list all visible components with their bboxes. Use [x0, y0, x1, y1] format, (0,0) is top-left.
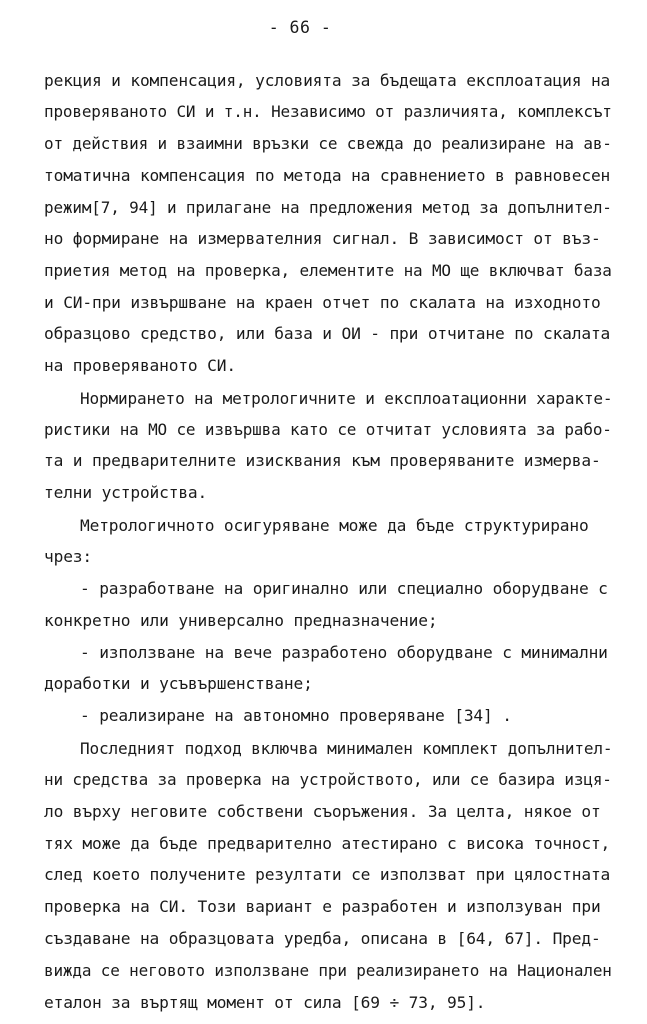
- text-line: от действия и взаимни връзки се свежда до реализиране на ав-: [44, 134, 612, 153]
- text-line: доработки и усъвършенстване;: [44, 674, 313, 693]
- text-line: ло върху неговите собствени съоръжения. За целта, някое от: [44, 802, 601, 821]
- text-line: но формиране на измервателния сигнал. В зависимост от въз-: [44, 229, 601, 248]
- text-line: проверка на СИ. Този вариант е разработен и използуван при: [44, 897, 601, 916]
- text-line: конкретно или универсално предназначение;: [44, 611, 438, 630]
- text-line: Нормирането на метрологичните и експлоатационни характе-: [80, 389, 613, 408]
- text-line: Метрологичното осигуряване може да бъде структурирано: [80, 516, 589, 535]
- text-line: режим[7, 94] и прилагане на предложения метод за допълнител-: [44, 198, 612, 217]
- text-line: приетия метод на проверка, елементите на МО ще включват база: [44, 261, 612, 280]
- text-line: Последният подход включва минимален комплект допълнител-: [80, 739, 613, 758]
- text-line: на проверяваното СИ.: [44, 356, 236, 375]
- list-item: - реализиране на автономно проверяване [34] .: [80, 706, 512, 725]
- text-line: проверяваното СИ и т.н. Независимо от различията, комплексът: [44, 102, 612, 121]
- text-line: вижда се неговото използване при реализирането на Национален: [44, 961, 612, 980]
- text-line: телни устройства.: [44, 483, 208, 502]
- text-line: след което получените резултати се използват при цялостната: [44, 865, 611, 884]
- text-line: образцово средство, или база и ОИ - при отчитане по скалата: [44, 324, 611, 343]
- text-line: еталон за въртящ момент от сила [69 ÷ 73, 95].: [44, 993, 486, 1012]
- text-line: ристики на МО се извършва като се отчитат условията за рабо-: [44, 420, 612, 439]
- list-item: - използване на вече разработено оборудване с минимални: [80, 643, 608, 662]
- text-line: та и предварителните изисквания към проверяваните измерва-: [44, 451, 601, 470]
- text-line: рекция и компенсация, условията за бъдещата експлоатация на: [44, 71, 611, 90]
- page-number: - 66 -: [268, 18, 332, 37]
- text-line: тях може да бъде предварително атестирано с висока точност,: [44, 834, 611, 853]
- text-line: томатична компенсация по метода на сравнението в равновесен: [44, 166, 611, 185]
- list-item: - разработване на оригинално или специално оборудване с: [80, 579, 608, 598]
- text-line: ни средства за проверка на устройството, или се базира изця-: [44, 770, 612, 789]
- text-line: и СИ-при извършване на краен отчет по скалата на изходното: [44, 293, 601, 312]
- text-line: чрез:: [44, 547, 92, 566]
- text-line: създаване на образцовата уредба, описана в [64, 67]. Пред-: [44, 929, 601, 948]
